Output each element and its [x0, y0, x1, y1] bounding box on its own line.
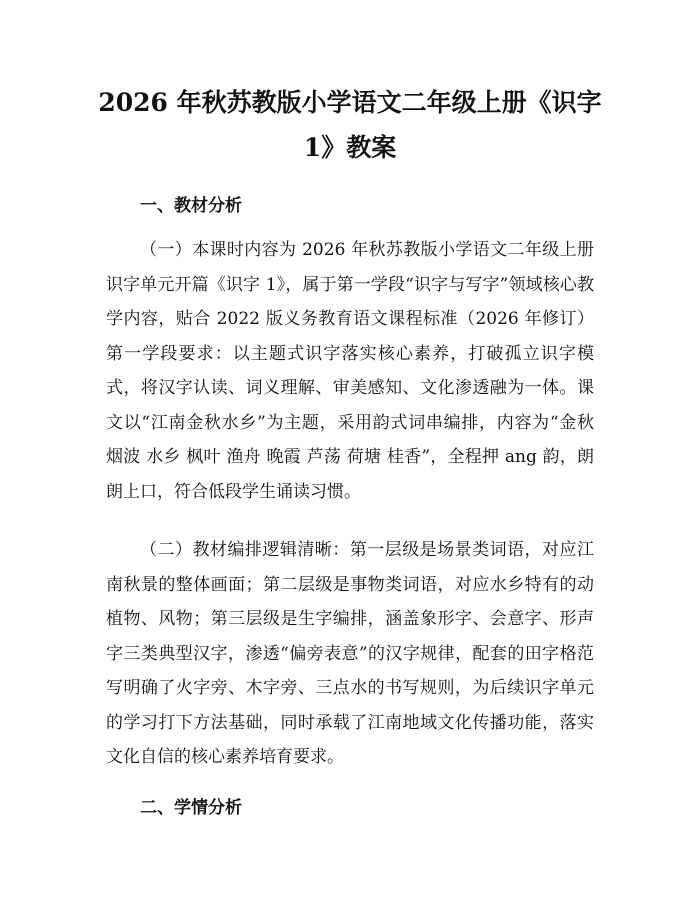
paragraph-textbook-structure: （二）教材编排逻辑清晰：第一层级是场景类词语，对应江南秋景的整体画面；第二层级是事物类词语，对应水乡特有的动植物、风物；第三层级是生字编排，涵盖象形字、会意字、形声字三类典型汉字，渗透“偏旁表意”的汉字规律，配套的田字格范写明确了火字旁、木字旁、三点水的书写规则，为后续识字单元的学习打下方法基础，同时承载了江南地域文化传播功能，落实文化自信的核心素养培育要求。 [106, 540, 594, 767]
paragraph-course-content: （一）本课时内容为 2026 年秋苏教版小学语文二年级上册识字单元开篇《识字 1》，属于第一学段“识字与写字”领域核心教学内容，贴合 2022 版义务教育语文课程标准（2026 年修订）第一学段要求：以主题式识字落实核心素养，打破孤立识字模式，将汉字认读、词义理解、审美感知、文化渗透融为一体。课文以“江南金秋水乡”为主题，采用韵式词串编排，内容为“金秋 烟波 水乡 枫叶 渔舟 晚霞 芦荡 荷塘 桂香”，全程押 ang 韵，朗朗上口，符合低段学生诵读习惯。 [106, 240, 594, 502]
document-title-line2: 1》教案 [303, 133, 397, 162]
section-heading-learner-analysis: 二、学情分析 [140, 798, 242, 818]
section-heading-textbook-analysis: 一、教材分析 [140, 196, 242, 216]
document-title-line1: 2026 年秋苏教版小学语文二年级上册《识字 [98, 88, 602, 117]
